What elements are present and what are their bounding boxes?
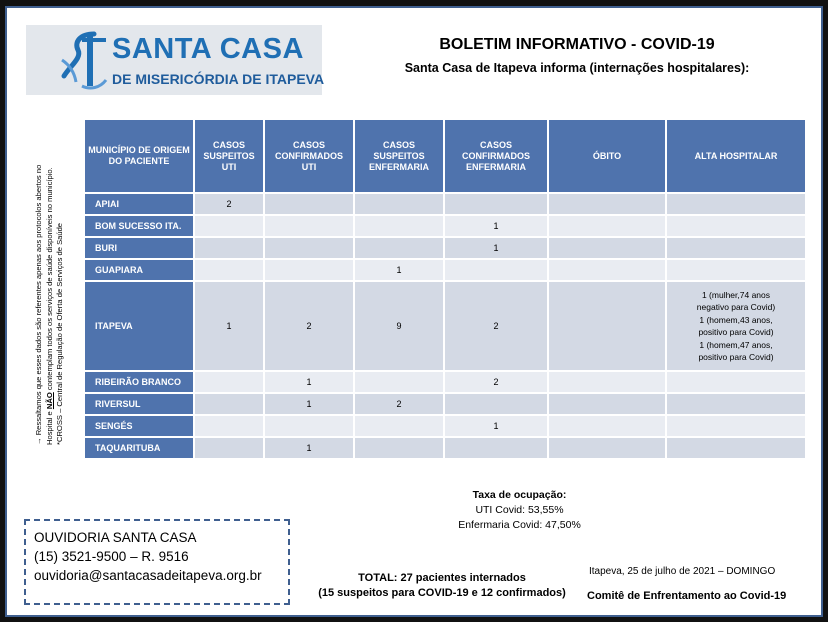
cell-suspeitos-enfermaria: 9 — [355, 282, 443, 370]
cell-confirmados-uti: 1 — [265, 394, 353, 414]
committee-signature: Comitê de Enfrentamento ao Covid-19 — [587, 590, 787, 602]
cell-suspeitos-uti — [195, 372, 263, 392]
cell-suspeitos-enfermaria — [355, 194, 443, 214]
cell-municipio: GUAPIARA — [85, 260, 193, 280]
santa-casa-logo — [26, 25, 325, 95]
table-header-row — [85, 120, 805, 192]
cell-obito — [549, 238, 665, 258]
cell-confirmados-enfermaria: 1 — [445, 216, 547, 236]
cell-municipio: APIAI — [85, 194, 193, 214]
cell-confirmados-enfermaria: 1 — [445, 238, 547, 258]
cell-confirmados-uti — [265, 216, 353, 236]
cell-confirmados-enfermaria: 2 — [445, 282, 547, 370]
cell-suspeitos-enfermaria — [355, 238, 443, 258]
ouvidoria-box — [24, 519, 290, 605]
side-note-line-2: Hospital e NÃO contemplam todos os serviços de saúde disponíveis no município. — [44, 167, 54, 445]
bulletin-title: BOLETIM INFORMATIVO - COVID-19 — [439, 36, 715, 53]
bulletin-page — [5, 6, 823, 617]
col-header-alta: ALTA HOSPITALAR — [667, 120, 805, 192]
total-line-2: (15 suspeitos para COVID-19 e 12 confirmados) — [318, 587, 566, 599]
occupancy-enfermaria: Enfermaria Covid: 47,50% — [458, 519, 581, 531]
cell-suspeitos-uti — [195, 438, 263, 458]
table-row — [85, 394, 805, 414]
alta-line: negativo para Covid) — [696, 302, 776, 312]
cell-confirmados-uti: 1 — [265, 372, 353, 392]
table-row — [85, 416, 805, 436]
table-row — [85, 216, 805, 236]
cell-confirmados-uti — [265, 416, 353, 436]
cell-suspeitos-uti — [195, 260, 263, 280]
cell-alta-hospitalar — [667, 394, 805, 414]
cell-confirmados-enfermaria — [445, 260, 547, 280]
cell-alta-hospitalar — [667, 260, 805, 280]
cell-suspeitos-enfermaria — [355, 216, 443, 236]
table-row — [85, 438, 805, 458]
table-row — [85, 282, 805, 370]
ouvidoria-email[interactable]: ouvidoria@santacasadeitapeva.org.br — [34, 568, 262, 583]
cell-municipio: ITAPEVA — [85, 282, 193, 370]
cell-obito — [549, 282, 665, 370]
col-header-suspeitos-uti: CASOS SUSPEITOS UTI — [195, 120, 263, 192]
cell-municipio: BURI — [85, 238, 193, 258]
cell-obito — [549, 438, 665, 458]
cell-municipio: BOM SUCESSO ITA. — [85, 216, 193, 236]
cell-suspeitos-uti — [195, 238, 263, 258]
cell-obito — [549, 372, 665, 392]
cell-confirmados-uti — [265, 238, 353, 258]
cell-confirmados-enfermaria: 1 — [445, 416, 547, 436]
cell-obito — [549, 394, 665, 414]
side-note-emphasis: NÃO — [44, 392, 54, 410]
cell-alta-hospitalar — [667, 372, 805, 392]
bulletin-subtitle: Santa Casa de Itapeva informa (internações hospitalares): — [404, 61, 750, 75]
cell-confirmados-uti: 2 — [265, 282, 353, 370]
occupancy-title: Taxa de ocupação: — [472, 489, 567, 501]
cell-confirmados-enfermaria — [445, 438, 547, 458]
total-patients — [297, 571, 587, 601]
alta-line: 1 (homem,47 anos, — [699, 339, 773, 350]
cell-alta-hospitalar — [667, 238, 805, 258]
cell-obito — [549, 260, 665, 280]
cell-confirmados-uti — [265, 260, 353, 280]
col-header-suspeitos-enfermaria: CASOS SUSPEITOS ENFERMARIA — [355, 120, 443, 192]
cell-alta-hospitalar — [667, 194, 805, 214]
santa-casa-emblem-icon — [60, 30, 110, 92]
cell-municipio: RIBEIRÃO BRANCO — [85, 372, 193, 392]
col-header-confirmados-enfermaria: CASOS CONFIRMADOS ENFERMARIA — [445, 120, 547, 192]
logo-subtitle: DE MISERICÓRDIA DE ITAPEVA — [112, 71, 325, 87]
cell-confirmados-enfermaria: 2 — [445, 372, 547, 392]
cell-obito — [549, 194, 665, 214]
col-header-confirmados-uti: CASOS CONFIRMADOS UTI — [265, 120, 353, 192]
cell-municipio: RIVERSUL — [85, 394, 193, 414]
cell-suspeitos-enfermaria — [355, 372, 443, 392]
cell-municipio: TAQUARITUBA — [85, 438, 193, 458]
cell-suspeitos-uti — [195, 416, 263, 436]
side-note — [34, 133, 84, 445]
table-row — [85, 194, 805, 214]
cell-obito — [549, 216, 665, 236]
ouvidoria-phone[interactable]: (15) 3521-9500 – R. 9516 — [34, 549, 189, 564]
cell-confirmados-enfermaria — [445, 194, 547, 214]
cell-suspeitos-uti: 2 — [195, 194, 263, 214]
alta-line: positivo para Covid) — [698, 352, 774, 362]
cell-suspeitos-enfermaria: 2 — [355, 394, 443, 414]
cell-suspeitos-uti — [195, 216, 263, 236]
cell-alta-hospitalar — [667, 416, 805, 436]
logo-title: SANTA CASA — [112, 33, 304, 65]
cell-confirmados-uti — [265, 194, 353, 214]
col-header-obito: ÓBITO — [549, 120, 665, 192]
bulletin-date: Itapeva, 25 de julho de 2021 – DOMINGO — [589, 566, 776, 577]
cell-obito — [549, 416, 665, 436]
cell-suspeitos-uti — [195, 394, 263, 414]
cell-suspeitos-uti: 1 — [195, 282, 263, 370]
total-line-1: TOTAL: 27 pacientes internados — [358, 572, 526, 584]
table-row — [85, 260, 805, 280]
cell-municipio: SENGÉS — [85, 416, 193, 436]
occupancy-rate — [402, 488, 637, 533]
table-body — [85, 194, 805, 458]
cell-confirmados-uti: 1 — [265, 438, 353, 458]
occupancy-uti: UTI Covid: 53,55% — [475, 504, 564, 516]
cell-alta-hospitalar — [667, 216, 805, 236]
alta-line: 1 (homem,43 anos, — [699, 314, 773, 325]
table-row — [85, 372, 805, 392]
cell-suspeitos-enfermaria — [355, 416, 443, 436]
cell-suspeitos-enfermaria: 1 — [355, 260, 443, 280]
side-note-line-1: → Ressaltamos que esses dados são referentes apenas aos protocolos abertos no — [34, 164, 43, 445]
side-note-line-3: *CROSS – Central de Regulação de Oferta de Serviços de Saúde — [55, 222, 64, 445]
col-header-municipio: MUNICÍPIO DE ORIGEM DO PACIENTE — [85, 120, 193, 192]
hospitalization-table — [83, 118, 807, 460]
ouvidoria-name: OUVIDORIA SANTA CASA — [34, 530, 197, 545]
cell-confirmados-enfermaria — [445, 394, 547, 414]
alta-line: positivo para Covid) — [698, 327, 774, 337]
cell-alta-hospitalar — [667, 282, 805, 370]
cell-alta-hospitalar — [667, 438, 805, 458]
alta-line: 1 (mulher,74 anos — [701, 289, 771, 300]
cell-suspeitos-enfermaria — [355, 438, 443, 458]
table-row — [85, 238, 805, 258]
